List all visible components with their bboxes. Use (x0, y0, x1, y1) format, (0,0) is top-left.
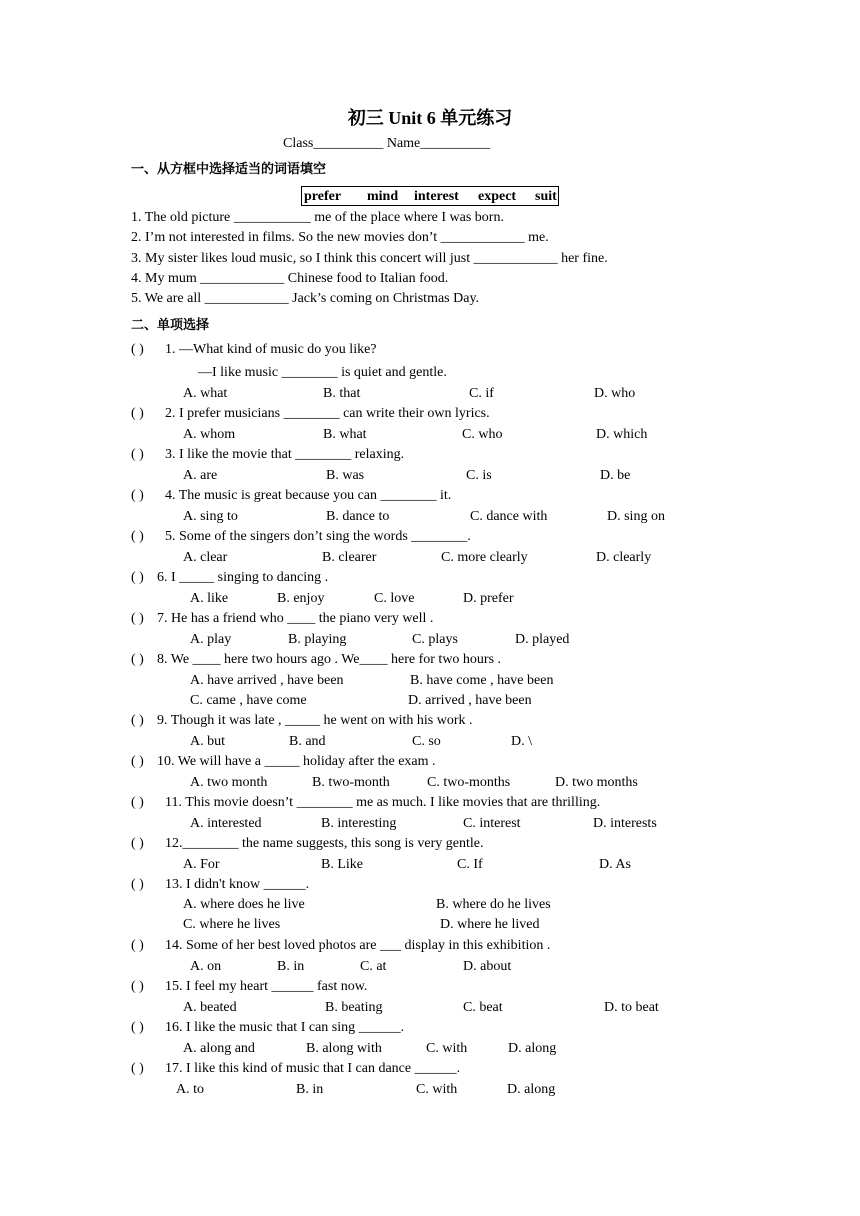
section1-heading: 一、从方框中选择适当的词语填空 (131, 162, 327, 177)
option-b: B. dance to (326, 509, 390, 524)
option-b: B. playing (288, 632, 347, 647)
option-b: B. that (323, 386, 361, 401)
option-d: D. who (594, 386, 636, 401)
answer-paren: ( ) (131, 836, 144, 851)
question-stem: 9. Though it was late , _____ he went on with his work . (157, 713, 473, 728)
question-stem: 2. I prefer musicians ________ can write their own lyrics. (165, 406, 490, 421)
option-d: D. clearly (596, 550, 652, 565)
answer-paren: ( ) (131, 979, 144, 994)
word-suit: suit (535, 189, 557, 204)
option-b: B. interesting (321, 816, 397, 831)
question-stem: 10. We will have a _____ holiday after the exam . (157, 754, 436, 769)
answer-paren: ( ) (131, 529, 144, 544)
option-d: D. two months (555, 775, 638, 790)
option-b: B. clearer (322, 550, 377, 565)
option-b: B. what (323, 427, 367, 442)
option-c: C. with (416, 1082, 458, 1097)
option-a: A. to (176, 1082, 204, 1097)
question-stem: 7. He has a friend who ____ the piano very well . (157, 611, 434, 626)
option-a: A. For (183, 857, 220, 872)
question-stem: 4. The music is great because you can ________ it. (165, 488, 452, 503)
option-d: D. where he lived (440, 917, 540, 932)
option-d: D. which (596, 427, 648, 442)
option-a: A. sing to (183, 509, 238, 524)
word-interest: interest (414, 189, 459, 204)
option-a: A. along and (183, 1041, 255, 1056)
fill-item-2: 2. I’m not interested in films. So the new movies don’t ____________ me. (131, 230, 549, 245)
question-stem: 6. I _____ singing to dancing . (157, 570, 329, 585)
question-stem: 14. Some of her best loved photos are ___ display in this exhibition . (165, 938, 551, 953)
option-d: D. As (599, 857, 631, 872)
option-b: B. where do he lives (436, 897, 551, 912)
option-c: C. who (462, 427, 503, 442)
question-stem: 8. We ____ here two hours ago . We____ here for two hours . (157, 652, 502, 667)
option-c: C. at (360, 959, 387, 974)
question-stem-line2: —I like music ________ is quiet and gentle. (198, 365, 447, 380)
option-a: A. are (183, 468, 218, 483)
option-c: C. where he lives (183, 917, 281, 932)
option-c: C. came , have come (190, 693, 307, 708)
option-b: B. in (296, 1082, 324, 1097)
option-d: D. prefer (463, 591, 514, 606)
question-stem: 3. I like the movie that ________ relaxing. (165, 447, 405, 462)
question-stem: 11. This movie doesn’t ________ me as much. I like movies that are thrilling. (165, 795, 601, 810)
option-d: D. \ (511, 734, 532, 749)
option-b: B. enjoy (277, 591, 325, 606)
fill-item-4: 4. My mum ____________ Chinese food to Italian food. (131, 271, 449, 286)
question-stem: 15. I feel my heart ______ fast now. (165, 979, 368, 994)
option-a: A. what (183, 386, 228, 401)
option-c: C. two-months (427, 775, 511, 790)
option-a: A. interested (190, 816, 262, 831)
option-a: A. have arrived , have been (190, 673, 344, 688)
option-a: A. where does he live (183, 897, 305, 912)
question-stem: 1. —What kind of music do you like? (165, 342, 377, 357)
option-a: A. play (190, 632, 232, 647)
option-d: D. sing on (607, 509, 665, 524)
option-a: A. whom (183, 427, 236, 442)
answer-paren: ( ) (131, 406, 144, 421)
option-a: A. on (190, 959, 222, 974)
option-d: D. about (463, 959, 512, 974)
option-c: C. If (457, 857, 483, 872)
option-b: B. along with (306, 1041, 382, 1056)
word-mind: mind (367, 189, 399, 204)
answer-paren: ( ) (131, 795, 144, 810)
question-stem: 16. I like the music that I can sing ______. (165, 1020, 405, 1035)
class-name-line: Class__________ Name__________ (283, 136, 491, 151)
option-c: C. beat (463, 1000, 503, 1015)
option-d: D. interests (593, 816, 657, 831)
word-box (301, 186, 559, 206)
option-c: C. love (374, 591, 415, 606)
option-d: D. to beat (604, 1000, 659, 1015)
question-stem: 12.________ the name suggests, this song is very gentle. (165, 836, 484, 851)
question-stem: 17. I like this kind of music that I can dance ______. (165, 1061, 461, 1076)
question-stem: 13. I didn't know ______. (165, 877, 310, 892)
option-c: C. more clearly (441, 550, 528, 565)
answer-paren: ( ) (131, 1020, 144, 1035)
option-d: D. arrived , have been (408, 693, 532, 708)
option-a: A. but (190, 734, 225, 749)
answer-paren: ( ) (131, 1061, 144, 1076)
word-expect: expect (478, 189, 517, 204)
option-c: C. with (426, 1041, 468, 1056)
option-c: C. if (469, 386, 494, 401)
answer-paren: ( ) (131, 652, 144, 667)
fill-item-5: 5. We are all ____________ Jack’s coming on Christmas Day. (131, 291, 480, 306)
option-c: C. is (466, 468, 492, 483)
option-b: B. in (277, 959, 305, 974)
word-prefer: prefer (304, 189, 342, 204)
answer-paren: ( ) (131, 488, 144, 503)
option-a: A. two month (190, 775, 268, 790)
option-b: B. have come , have been (410, 673, 554, 688)
option-b: B. was (326, 468, 365, 483)
option-c: C. dance with (470, 509, 548, 524)
answer-paren: ( ) (131, 342, 144, 357)
option-b: B. Like (321, 857, 363, 872)
fill-item-1: 1. The old picture ___________ me of the place where I was born. (131, 210, 504, 225)
option-b: B. and (289, 734, 326, 749)
option-d: D. played (515, 632, 570, 647)
question-stem: 5. Some of the singers don’t sing the words ________. (165, 529, 471, 544)
option-d: D. along (508, 1041, 557, 1056)
answer-paren: ( ) (131, 754, 144, 769)
section2-heading: 二、单项选择 (131, 318, 210, 333)
option-d: D. be (600, 468, 631, 483)
answer-paren: ( ) (131, 877, 144, 892)
answer-paren: ( ) (131, 447, 144, 462)
option-d: D. along (507, 1082, 556, 1097)
answer-paren: ( ) (131, 611, 144, 626)
option-a: A. beated (183, 1000, 237, 1015)
option-a: A. clear (183, 550, 228, 565)
fill-item-3: 3. My sister likes loud music, so I think this concert will just ____________ her fine. (131, 251, 608, 266)
option-b: B. two-month (312, 775, 390, 790)
option-c: C. so (412, 734, 441, 749)
option-a: A. like (190, 591, 229, 606)
option-c: C. interest (463, 816, 521, 831)
option-c: C. plays (412, 632, 458, 647)
option-b: B. beating (325, 1000, 383, 1015)
answer-paren: ( ) (131, 938, 144, 953)
answer-paren: ( ) (131, 570, 144, 585)
answer-paren: ( ) (131, 713, 144, 728)
page-title: 初三 Unit 6 单元练习 (347, 108, 513, 128)
